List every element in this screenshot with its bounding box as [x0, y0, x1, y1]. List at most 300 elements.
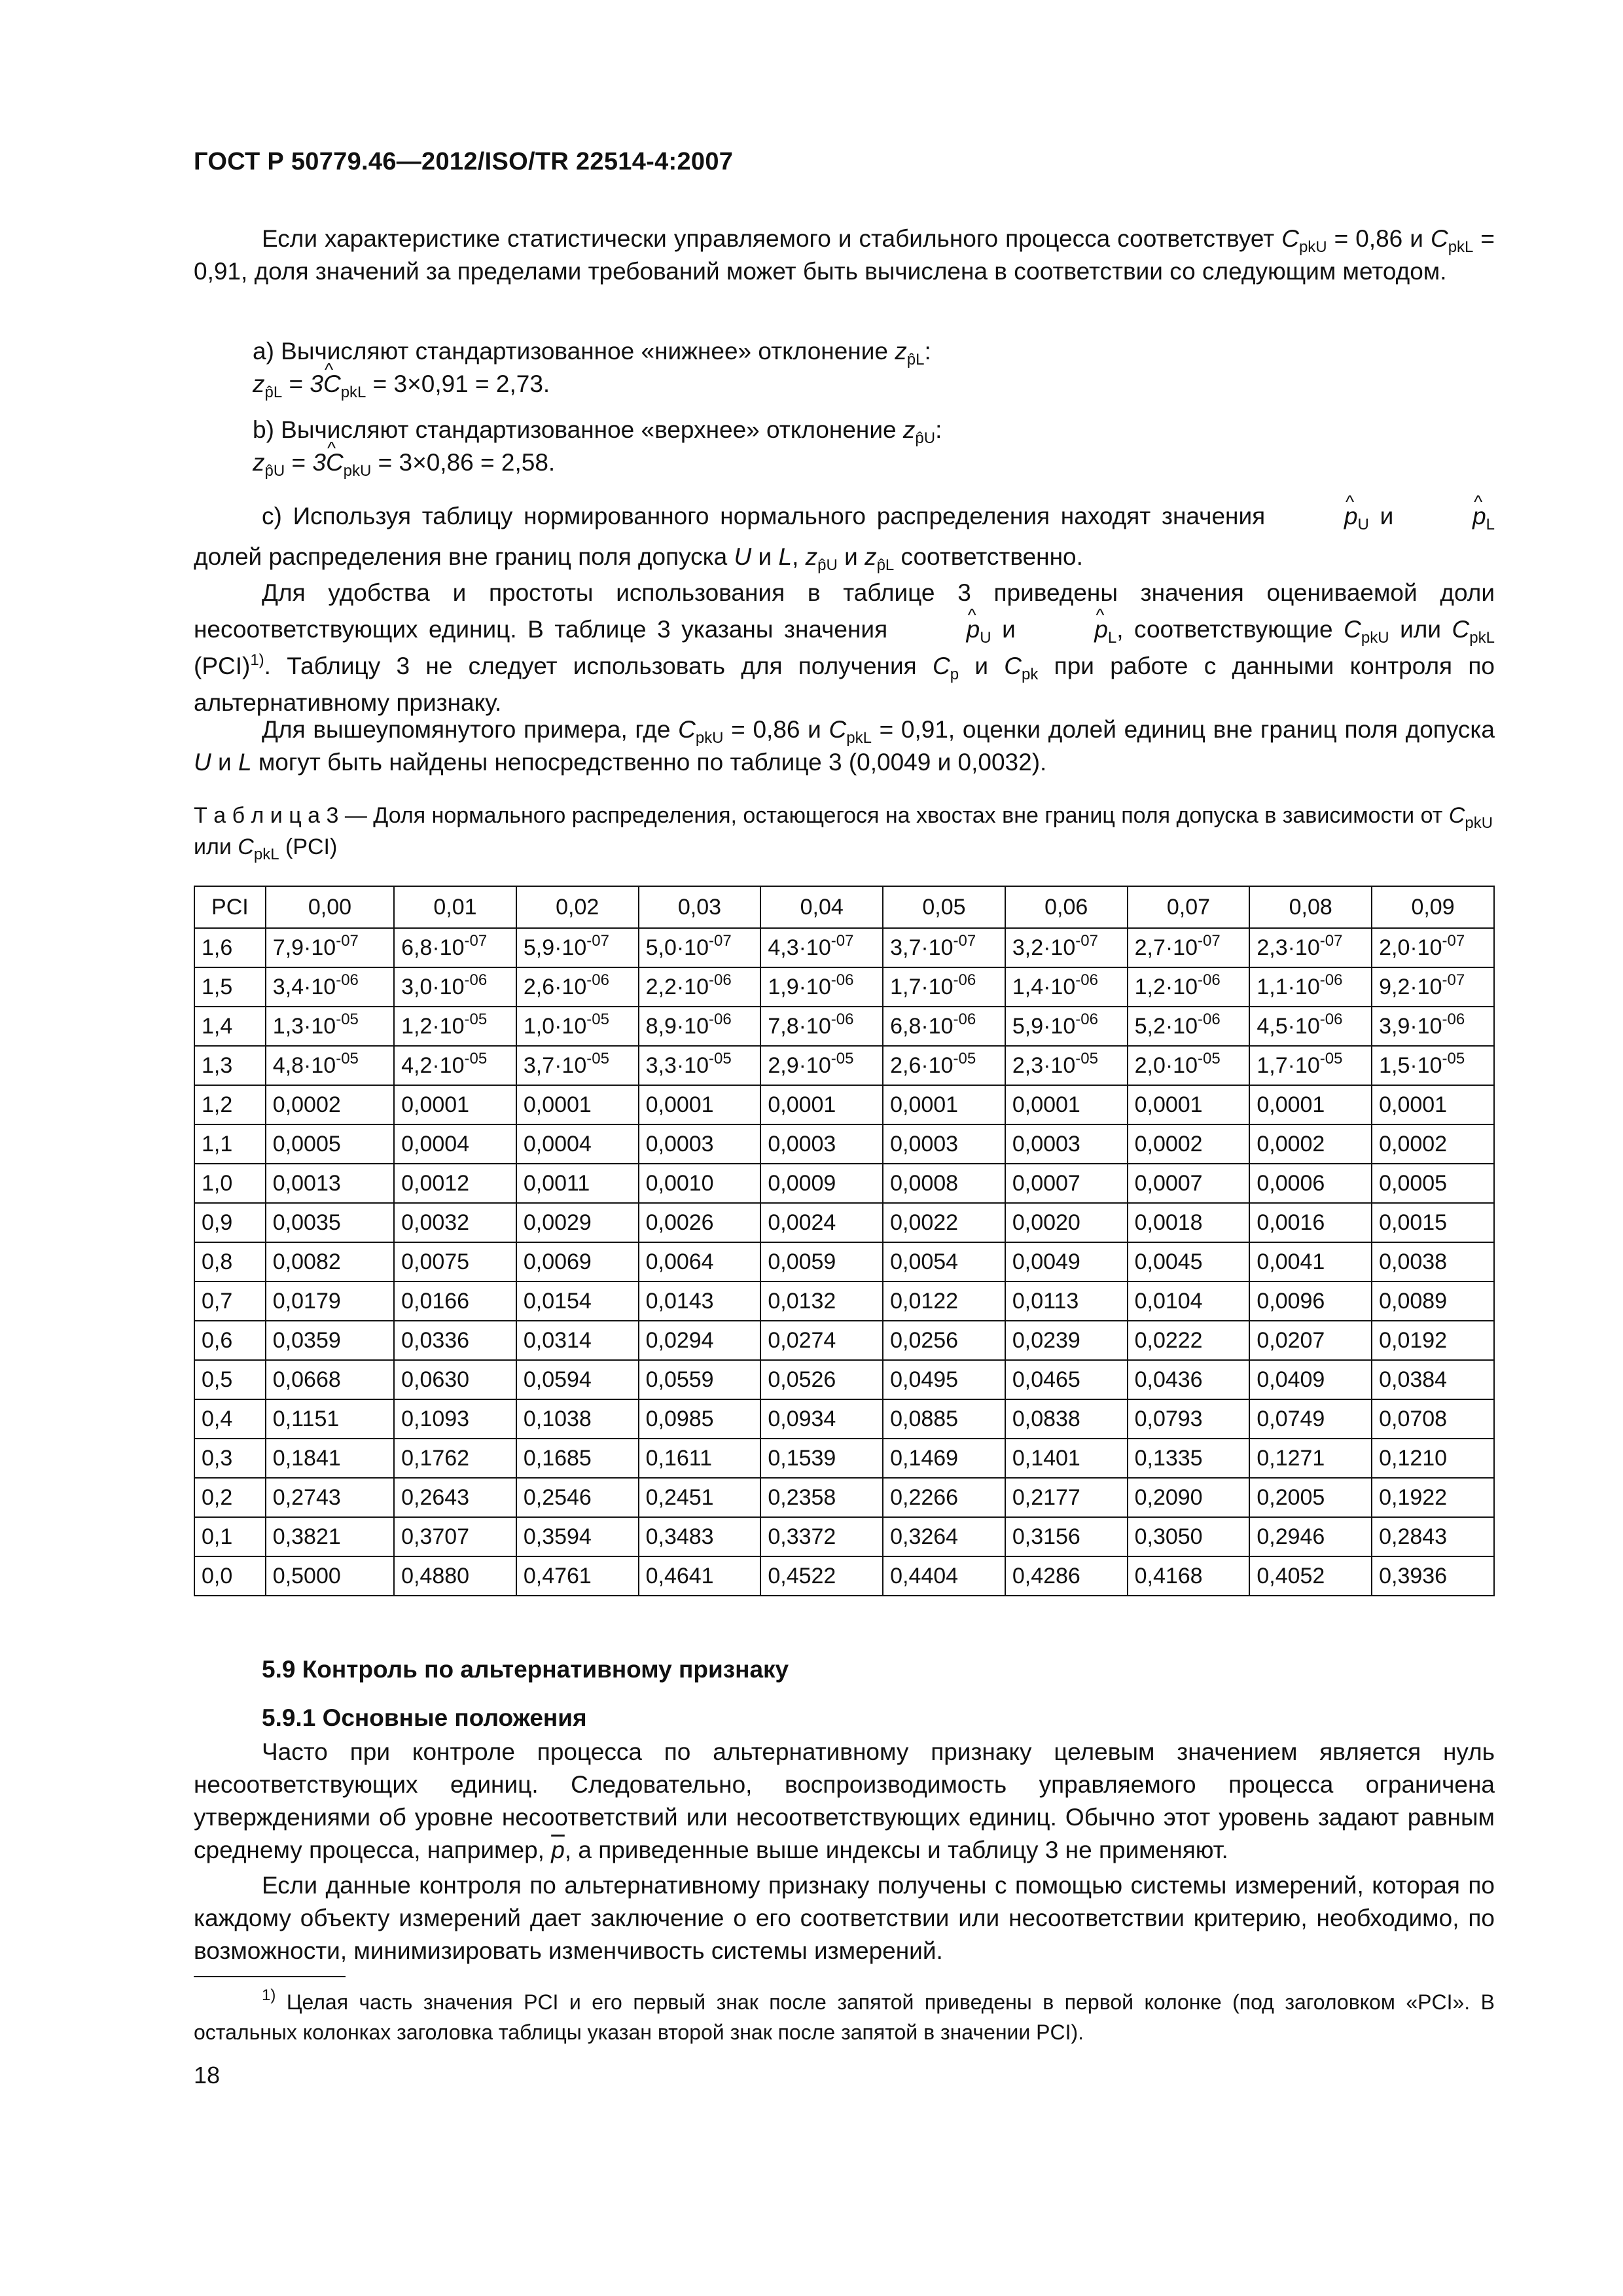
table-cell: 0,0001 [394, 1085, 516, 1124]
row-header-cell: 0,2 [194, 1478, 266, 1517]
column-header: 0,05 [883, 886, 1005, 928]
symbol: ^ p [1404, 496, 1486, 537]
table-cell: 0,0009 [760, 1164, 883, 1203]
subscript: U [980, 629, 991, 647]
example-paragraph [194, 713, 1495, 779]
table-row [194, 1321, 1494, 1360]
table-cell: $6,8\cdot 10^{-07}$ [394, 928, 516, 967]
text: и [751, 543, 779, 570]
row-header-cell: 0,8 [194, 1242, 266, 1282]
table-row [194, 1007, 1494, 1046]
table-cell: 0,1210 [1372, 1439, 1494, 1478]
table-cell: $3,4\cdot 10^{-06}$ [266, 967, 394, 1007]
table-cell: $5,2\cdot 10^{-06}$ [1128, 1007, 1250, 1046]
table-cell: 0,2743 [266, 1478, 394, 1517]
text: (PCI) [194, 653, 251, 679]
table-cell: $3,7\cdot 10^{-05}$ [516, 1046, 639, 1085]
table-cell: 0,0007 [1128, 1164, 1250, 1203]
row-header-cell: 0,5 [194, 1360, 266, 1399]
table-row [194, 1556, 1494, 1596]
table-cell: 0,1611 [639, 1439, 761, 1478]
text: c) Используя таблицу нормированного нормального распределения находят значения [262, 503, 1276, 529]
text: . Таблицу 3 не следует использовать для получения [264, 653, 933, 679]
row-header-cell: 1,4 [194, 1007, 266, 1046]
table-cell: 0,0113 [1005, 1282, 1128, 1321]
table-cell: 0,0495 [883, 1360, 1005, 1399]
table-cell: $2,0\cdot 10^{-07}$ [1372, 928, 1494, 967]
subscript: pkU [1361, 629, 1389, 647]
text: = 0,91, доля значений за пределами требований может быть вычислена в соответствии со следующим методом. [194, 225, 1495, 285]
text: или [194, 834, 238, 859]
symbol: C [1004, 653, 1022, 679]
footnote-mark: 1) [262, 1986, 276, 2004]
table-cell: 0,0001 [1128, 1085, 1250, 1124]
table-row [194, 1439, 1494, 1478]
table-header-row [194, 886, 1494, 928]
table-cell: 0,0064 [639, 1242, 761, 1282]
row-header-cell: 1,1 [194, 1124, 266, 1164]
subscript: p̂U [915, 429, 936, 447]
symbol: ^ p [899, 611, 980, 648]
subscript: p̂L [264, 384, 283, 401]
column-header: 0,08 [1249, 886, 1372, 928]
table-cell: 0,0020 [1005, 1203, 1128, 1242]
table-cell: $1,2\cdot 10^{-05}$ [394, 1007, 516, 1046]
table-cell: 0,1469 [883, 1439, 1005, 1478]
table-cell: $2,9\cdot 10^{-05}$ [760, 1046, 883, 1085]
text: и [211, 749, 238, 776]
table-cell: 0,0559 [639, 1360, 761, 1399]
text: = 0,86 и [723, 716, 829, 743]
paragraph-591b: Если данные контроля по альтернативному признаку получены с помощью системы измерений, которая по каждому объекту измерений дает заключение о его соответствии или несоответствии критерию, необходимо, по возможности, минимизировать изменчивость системы измерений. [194, 1872, 1495, 1964]
table-row [194, 1046, 1494, 1085]
table-cell: 0,0082 [266, 1242, 394, 1282]
table-cell: $8,9\cdot 10^{-06}$ [639, 1007, 761, 1046]
footnote [194, 1987, 1495, 2047]
symbol: C [238, 834, 254, 859]
text: Для вышеупомянутого примера, где [262, 716, 679, 743]
paragraph-591a [194, 1736, 1495, 1867]
subscript: p̂U [817, 556, 838, 574]
text: — Доля нормального распределения, остающегося на хвостах вне границ поля допуска в зависимости от [338, 803, 1449, 828]
text: = 3×0,91 = 2,73. [366, 370, 550, 397]
table-cell: 0,2451 [639, 1478, 761, 1517]
symbol: C [1281, 225, 1299, 252]
table-cell: $3,7\cdot 10^{-07}$ [883, 928, 1005, 967]
table-cell: 0,4641 [639, 1556, 761, 1596]
table-cell: 0,0179 [266, 1282, 394, 1321]
symbol: ^ p [1276, 496, 1358, 537]
table-cell: $1,5\cdot 10^{-05}$ [1372, 1046, 1494, 1085]
table-row [194, 1203, 1494, 1242]
table-cell: 0,0003 [639, 1124, 761, 1164]
table-cell: 0,0749 [1249, 1399, 1372, 1439]
table-cell: 0,0934 [760, 1399, 883, 1439]
subscript: pk [1022, 666, 1039, 683]
symbol: C [1452, 616, 1470, 643]
subscript: L [1486, 516, 1495, 533]
table-cell: 0,0024 [760, 1203, 883, 1242]
table-cell: $9,2\cdot 10^{-07}$ [1372, 967, 1494, 1007]
column-header: 0,02 [516, 886, 639, 928]
table-cell: 0,3483 [639, 1517, 761, 1556]
text: = 0,91, оценки долей единиц вне границ поля допуска [871, 716, 1495, 743]
table-body [194, 928, 1494, 1596]
column-header: 0,04 [760, 886, 883, 928]
table-cell: 0,0793 [1128, 1399, 1250, 1439]
step-a: a) Вычисляют стандартизованное «нижнее» отклонение $z_{p̂L}$: [253, 338, 931, 368]
table-cell: 0,2546 [516, 1478, 639, 1517]
table-cell: $2,2\cdot 10^{-06}$ [639, 967, 761, 1007]
symbol: 3 [312, 449, 326, 476]
table-cell: 0,1539 [760, 1439, 883, 1478]
table-row [194, 1478, 1494, 1517]
table-cell: 0,1922 [1372, 1478, 1494, 1517]
symbol: z [895, 338, 907, 365]
text: = 3×0,86 = 2,58. [371, 449, 556, 476]
table-cell: 0,0001 [1005, 1085, 1128, 1124]
text: и [1402, 225, 1431, 252]
text: (PCI) [279, 834, 338, 859]
table-cell: 0,0132 [760, 1282, 883, 1321]
text: , а приведенные выше индексы и таблицу 3 не применяют. [564, 1837, 1228, 1863]
column-header: 0,07 [1128, 886, 1250, 928]
text: Для удобства и простоты использования в таблице 3 приведены значения оцениваемой доли несоответствующих единиц. В таблице 3 указаны значения [194, 579, 1495, 643]
pci-table [194, 886, 1495, 1596]
table-cell: 0,1685 [516, 1439, 639, 1478]
table-cell: 0,2005 [1249, 1478, 1372, 1517]
section-heading-5-9: 5.9 Контроль по альтернативному признаку [262, 1656, 789, 1683]
text: долей распределения вне границ поля допуска [194, 543, 734, 570]
table-cell: 0,0038 [1372, 1242, 1494, 1282]
symbol: C [932, 653, 950, 679]
table-cell: 0,0069 [516, 1242, 639, 1282]
intro-paragraph [194, 223, 1495, 288]
table-row [194, 1164, 1494, 1203]
table-row [194, 1124, 1494, 1164]
symbol: z [902, 416, 916, 443]
table-row [194, 1399, 1494, 1439]
table-row [194, 1242, 1494, 1282]
table-cell: $6,8\cdot 10^{-06}$ [883, 1007, 1005, 1046]
symbol: L [778, 543, 793, 570]
subscript: pkU [1465, 814, 1493, 832]
table-cell: 0,0002 [1249, 1124, 1372, 1164]
table-cell: 0,0011 [516, 1164, 639, 1203]
table-cell: $1,0\cdot 10^{-05}$ [516, 1007, 639, 1046]
subscript: L [1107, 629, 1117, 647]
row-header-cell: 0,3 [194, 1439, 266, 1478]
column-header: 0,06 [1005, 886, 1128, 928]
text: при работе с данными контроля по альтернативному признаку. [194, 653, 1495, 716]
row-header-cell: 0,0 [194, 1556, 266, 1596]
step-b: b) Вычисляют стандартизованное «верхнее» отклонение $z_{p̂U}$: [253, 416, 942, 447]
table-cell: 0,0012 [394, 1164, 516, 1203]
table-cell: 0,0018 [1128, 1203, 1250, 1242]
table-cell: 0,1841 [266, 1439, 394, 1478]
table-cell: $5,9\cdot 10^{-06}$ [1005, 1007, 1128, 1046]
table-cell: 0,0838 [1005, 1399, 1128, 1439]
table-cell: 0,1401 [1005, 1439, 1128, 1478]
symbol: z [805, 543, 818, 570]
table-cell: 0,0002 [1372, 1124, 1494, 1164]
table-cell: 0,0016 [1249, 1203, 1372, 1242]
symbol: U [194, 749, 211, 776]
table-cell: 0,4522 [760, 1556, 883, 1596]
table-cell: 0,1093 [394, 1399, 516, 1439]
row-header-cell: 1,3 [194, 1046, 266, 1085]
table-cell: 0,0314 [516, 1321, 639, 1360]
row-header-cell: 1,6 [194, 928, 266, 967]
table-cell: $1,4\cdot 10^{-06}$ [1005, 967, 1128, 1007]
table-cell: 0,0630 [394, 1360, 516, 1399]
caption-label: Т а б л и ц а 3 [194, 803, 339, 828]
table-cell: 0,4286 [1005, 1556, 1128, 1596]
table-cell: $5,0\cdot 10^{-07}$ [639, 928, 761, 967]
table-cell: 0,0004 [394, 1124, 516, 1164]
symbol: L [238, 749, 252, 776]
table-cell: $3,2\cdot 10^{-07}$ [1005, 928, 1128, 967]
subscript: pkU [1298, 238, 1327, 256]
table-cell: 0,0001 [516, 1085, 639, 1124]
subscript: pkL [253, 846, 279, 863]
table-cell: 0,0075 [394, 1242, 516, 1282]
text: и [837, 543, 865, 570]
table-cell: 0,4761 [516, 1556, 639, 1596]
table-cell: $5,9\cdot 10^{-07}$ [516, 928, 639, 967]
table-cell: 0,0003 [1005, 1124, 1128, 1164]
table-cell: 0,1335 [1128, 1439, 1250, 1478]
table-cell: 0,3050 [1128, 1517, 1250, 1556]
table-cell: 0,0029 [516, 1203, 639, 1242]
table-cell: 0,4404 [883, 1556, 1005, 1596]
text: или [1389, 616, 1452, 643]
table-cell: 0,3594 [516, 1517, 639, 1556]
table-cell: 0,0359 [266, 1321, 394, 1360]
table-cell: $2,3\cdot 10^{-07}$ [1249, 928, 1372, 967]
symbol: ^ C [326, 446, 344, 479]
column-header-pci: PCI [194, 886, 266, 928]
symbol: C [829, 716, 847, 743]
subscript: pkU [695, 729, 724, 747]
document-header: ГОСТ Р 50779.46—2012/ISO/TR 22514-4:2007 [194, 148, 734, 175]
table-cell: $1,7\cdot 10^{-06}$ [883, 967, 1005, 1007]
section-heading-5-9-1: 5.9.1 Основные положения [262, 1704, 587, 1731]
table-cell: 0,5000 [266, 1556, 394, 1596]
table-cell: 0,3264 [883, 1517, 1005, 1556]
table-cell: 0,0054 [883, 1242, 1005, 1282]
table-cell: 0,0985 [639, 1399, 761, 1439]
table-cell: $1,7\cdot 10^{-05}$ [1249, 1046, 1372, 1085]
footnote-mark: 1) [250, 651, 264, 669]
table-cell: $3,3\cdot 10^{-05}$ [639, 1046, 761, 1085]
table-cell: 0,0049 [1005, 1242, 1128, 1282]
table-cell: $2,7\cdot 10^{-07}$ [1128, 928, 1250, 967]
symbol: z [253, 370, 265, 397]
table-cell: 0,0010 [639, 1164, 761, 1203]
subscript: p [950, 666, 959, 683]
table-cell: $4,5\cdot 10^{-06}$ [1249, 1007, 1372, 1046]
symbol: z [865, 543, 877, 570]
text: Часто при контроле процесса по альтернативному признаку целевым значением является нуль несоответствующих единиц. Следовательно, воспроизводимость управляемого процесса ограничена утверждениями об уровне несоответствий или несоответствующих единиц. Обычно этот уровень задают равным среднему процесса, например, [194, 1738, 1495, 1863]
table-cell: $7,9\cdot 10^{-07}$ [266, 928, 394, 967]
subscript: p̂L [906, 351, 925, 368]
page-number: 18 [194, 2062, 221, 2089]
table-row [194, 1360, 1494, 1399]
text: a) Вычисляют стандартизованное «нижнее» отклонение [253, 338, 895, 365]
table-cell: 0,0005 [1372, 1164, 1494, 1203]
row-header-cell: 1,5 [194, 967, 266, 1007]
text: и [959, 653, 1005, 679]
table-cell: 0,0032 [394, 1203, 516, 1242]
text: Если характеристике статистически управляемого и стабильного процесса соответствует [262, 225, 1282, 252]
table-cell: 0,3707 [394, 1517, 516, 1556]
table-cell: 0,0526 [760, 1360, 883, 1399]
table-cell: 0,0409 [1249, 1360, 1372, 1399]
table-cell: 0,2358 [760, 1478, 883, 1517]
symbol: 3 [310, 370, 323, 397]
text: , [792, 543, 806, 570]
convenience-paragraph [194, 575, 1495, 721]
table-cell: 0,0002 [266, 1085, 394, 1124]
column-header: 0,03 [639, 886, 761, 928]
table-cell: 0,1762 [394, 1439, 516, 1478]
table-cell: 0,0035 [266, 1203, 394, 1242]
table-cell: $2,0\cdot 10^{-05}$ [1128, 1046, 1250, 1085]
table-row [194, 1282, 1494, 1321]
table-cell: 0,0668 [266, 1360, 394, 1399]
table-cell: 0,3821 [266, 1517, 394, 1556]
table-cell: 0,1271 [1249, 1439, 1372, 1478]
subscript: p̂U [264, 462, 285, 480]
equation-a [194, 368, 1495, 401]
table-cell: 0,0008 [883, 1164, 1005, 1203]
table-cell: $1,9\cdot 10^{-06}$ [760, 967, 883, 1007]
table-cell: 0,0001 [883, 1085, 1005, 1124]
table-cell: 0,0239 [1005, 1321, 1128, 1360]
table-cell: 0,2643 [394, 1478, 516, 1517]
table-cell: 0,0294 [639, 1321, 761, 1360]
table-cell: 0,0122 [883, 1282, 1005, 1321]
table-cell: $1,1\cdot 10^{-06}$ [1249, 967, 1372, 1007]
table-cell: 0,0436 [1128, 1360, 1250, 1399]
equation-b [194, 446, 1495, 479]
table-cell: 0,0045 [1128, 1242, 1250, 1282]
table-cell: 0,0004 [516, 1124, 639, 1164]
table-cell: 0,0154 [516, 1282, 639, 1321]
table-cell: 0,0885 [883, 1399, 1005, 1439]
row-header-cell: 1,2 [194, 1085, 266, 1124]
symbol: C [1344, 616, 1361, 643]
table-cell: $1,3\cdot 10^{-05}$ [266, 1007, 394, 1046]
table-cell: 0,0166 [394, 1282, 516, 1321]
table-cell: $3,9\cdot 10^{-06}$ [1372, 1007, 1494, 1046]
symbol: C [1448, 803, 1465, 828]
table-cell: 0,0465 [1005, 1360, 1128, 1399]
table-cell: 0,0003 [760, 1124, 883, 1164]
column-header: 0,09 [1372, 886, 1494, 928]
table-cell: $2,6\cdot 10^{-06}$ [516, 967, 639, 1007]
subscript: pkL [1469, 629, 1495, 647]
table-cell: $4,2\cdot 10^{-05}$ [394, 1046, 516, 1085]
table-cell: 0,0005 [266, 1124, 394, 1164]
table-cell: 0,0089 [1372, 1282, 1494, 1321]
table-cell: 0,0007 [1005, 1164, 1128, 1203]
table-cell: 0,0594 [516, 1360, 639, 1399]
table-cell: 0,0708 [1372, 1399, 1494, 1439]
table-cell: 0,0256 [883, 1321, 1005, 1360]
table-cell: 0,0002 [1128, 1124, 1250, 1164]
table-cell: 0,0274 [760, 1321, 883, 1360]
subscript: pkL [1448, 238, 1474, 256]
table-cell: 0,0026 [639, 1203, 761, 1242]
p-bar-symbol: $\overline{p}$ [551, 1837, 565, 1863]
table-cell: 0,0022 [883, 1203, 1005, 1242]
table-cell: 0,0207 [1249, 1321, 1372, 1360]
table-caption [194, 800, 1495, 863]
table-cell: 0,0104 [1128, 1282, 1250, 1321]
row-header-cell: 0,9 [194, 1203, 266, 1242]
table-row [194, 967, 1494, 1007]
table-cell: $7,8\cdot 10^{-06}$ [760, 1007, 883, 1046]
row-header-cell: 0,7 [194, 1282, 266, 1321]
table-cell: 0,0013 [266, 1164, 394, 1203]
table-cell: 0,2177 [1005, 1478, 1128, 1517]
table-cell: 0,0003 [883, 1124, 1005, 1164]
text: b) Вычисляют стандартизованное «верхнее» отклонение [253, 416, 903, 443]
table-cell: 0,0015 [1372, 1203, 1494, 1242]
table-cell: 0,0222 [1128, 1321, 1250, 1360]
subscript: U [1357, 516, 1369, 533]
table-cell: 0,2266 [883, 1478, 1005, 1517]
row-header-cell: 0,1 [194, 1517, 266, 1556]
table-cell: 0,0001 [639, 1085, 761, 1124]
text: = 0,86 [1327, 225, 1403, 252]
column-header: 0,01 [394, 886, 516, 928]
table-cell: $4,8\cdot 10^{-05}$ [266, 1046, 394, 1085]
table-cell: 0,0192 [1372, 1321, 1494, 1360]
table-cell: 0,1151 [266, 1399, 394, 1439]
text: = [282, 370, 310, 397]
table-cell: 0,0001 [1249, 1085, 1372, 1124]
table-cell: 0,0336 [394, 1321, 516, 1360]
subscript: p̂L [876, 556, 895, 574]
row-header-cell: 1,0 [194, 1164, 266, 1203]
symbol: C [1430, 225, 1448, 252]
text: соответственно. [894, 543, 1083, 570]
table-row [194, 928, 1494, 967]
table-cell: 0,3372 [760, 1517, 883, 1556]
table-cell: 0,0041 [1249, 1242, 1372, 1282]
footnote-separator [194, 1976, 346, 1977]
table-cell: $2,6\cdot 10^{-05}$ [883, 1046, 1005, 1085]
table-cell: 0,0001 [760, 1085, 883, 1124]
table-row [194, 1085, 1494, 1124]
table-cell: 0,0096 [1249, 1282, 1372, 1321]
table-cell: 0,2946 [1249, 1517, 1372, 1556]
step-c [194, 496, 1495, 577]
table-cell: $3,0\cdot 10^{-06}$ [394, 967, 516, 1007]
symbol: C [678, 716, 696, 743]
table-row [194, 1517, 1494, 1556]
table-cell: 0,0143 [639, 1282, 761, 1321]
subscript: pkL [340, 384, 366, 401]
table-cell: 0,4168 [1128, 1556, 1250, 1596]
table-cell: $1,2\cdot 10^{-06}$ [1128, 967, 1250, 1007]
table-cell: 0,1038 [516, 1399, 639, 1439]
text: = [285, 449, 313, 476]
symbol: U [734, 543, 752, 570]
